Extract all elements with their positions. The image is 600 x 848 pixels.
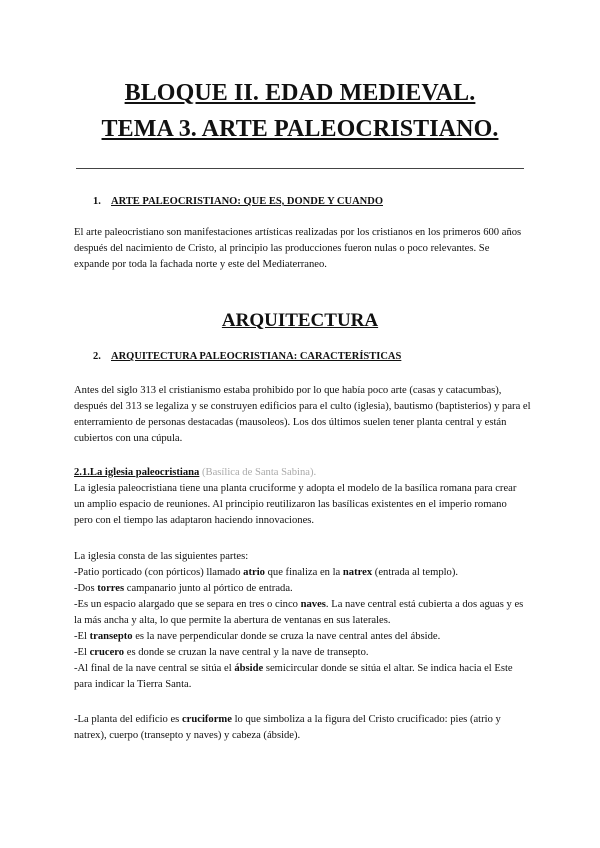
part-abside: -Al final de la nave central se sitúa el ábside semicircular donde se sitúa el altar. Se indica hacia el Este — [74, 663, 513, 674]
title-line-2: TEMA 3. ARTE PALEOCRISTIANO. — [101, 116, 499, 142]
paragraph-line: enterramiento de personas destacadas (mausoleos). Los dos últimos suelen tener planta central y están — [74, 417, 507, 428]
parts-intro: La iglesia consta de las siguientes partes: — [74, 551, 249, 562]
paragraph-line: El arte paleocristiano son manifestaciones artísticas realizadas por los cristianos en los primeros 600 años — [74, 227, 522, 238]
church-parts-list — [74, 549, 530, 693]
subsection-2-1-heading — [74, 465, 530, 481]
paragraph-line: La iglesia paleocristiana tiene una planta cruciforme y adopta el modelo de la basílica romana para crear — [74, 483, 517, 494]
paragraph-line: después del 313 se legaliza y se construyen edificios para el culto (iglesia), bautismo (baptisterios) y para el — [74, 401, 531, 412]
plan-paragraph — [74, 712, 530, 744]
section-1-paragraph — [74, 225, 530, 273]
part-atrio: -Patio porticado (con pórticos) llamado atrio que finaliza en la natrex (entrada al templo). — [74, 567, 459, 578]
subsection-2-1 — [74, 465, 530, 529]
paragraph-line: pero con el tiempo las adaptaron haciendo innovaciones. — [74, 515, 315, 526]
part-transepto: -El transepto es la nave perpendicular donde se cruza la nave central antes del ábside. — [74, 631, 441, 642]
subsection-2-1-title: 2.1.La iglesia paleocristiana — [74, 467, 200, 478]
section-1-number: 1. — [93, 196, 101, 207]
part-crucero: -El crucero es donde se cruzan la nave central y la nave de transepto. — [74, 647, 369, 658]
paragraph-line: después del nacimiento de Cristo, al principio las producciones fueron nulas o poco relevantes. Se — [74, 243, 490, 254]
section-1-heading-text: ARTE PALEOCRISTIANO: QUE ES, DONDE Y CUANDO — [111, 196, 383, 207]
paragraph-line: cubiertos con una cúpula. — [74, 433, 183, 444]
plan-line-2: natrex), cuerpo (transepto y naves) y cabeza (ábside). — [74, 730, 301, 741]
section-1-heading — [93, 196, 383, 207]
paragraph-line: un amplio espacio de reuniones. Al principio reutilizaron las basílicas existentes en el imperio romano — [74, 499, 507, 510]
title-line-1: BLOQUE II. EDAD MEDIEVAL. — [124, 80, 476, 106]
paragraph-line: expande por toda la fachada norte y este del Mediaterraneo. — [74, 259, 327, 270]
section-2-heading — [93, 351, 401, 362]
section-2-heading-text: ARQUITECTURA PALEOCRISTIANA: CARACTERÍSTICAS — [111, 351, 402, 362]
part-abside-cont: para indicar la Tierra Santa. — [74, 679, 192, 690]
paragraph-line: Antes del siglo 313 el cristianismo estaba prohibido por lo que había poco arte (casas y catacumbas), — [74, 385, 502, 396]
part-naves: -Es un espacio alargado que se separa en tres o cinco naves. La nave central está cubierta a dos aguas y es — [74, 599, 524, 610]
part-naves-cont: la más ancha y alta, lo que permite la abertura de ventanas en sus laterales. — [74, 615, 391, 626]
architecture-heading: ARQUITECTURA — [221, 310, 379, 331]
section-2-number: 2. — [93, 351, 101, 362]
plan-line-1: -La planta del edificio es cruciforme lo que simboliza a la figura del Cristo crucificado: pies (atrio y — [74, 714, 501, 725]
part-torres: -Dos torres campanario junto al pórtico de entrada. — [74, 583, 293, 594]
subsection-2-1-note: (Basílica de Santa Sabina). — [199, 467, 317, 478]
section-2-paragraph — [74, 383, 530, 447]
horizontal-rule — [76, 168, 524, 169]
